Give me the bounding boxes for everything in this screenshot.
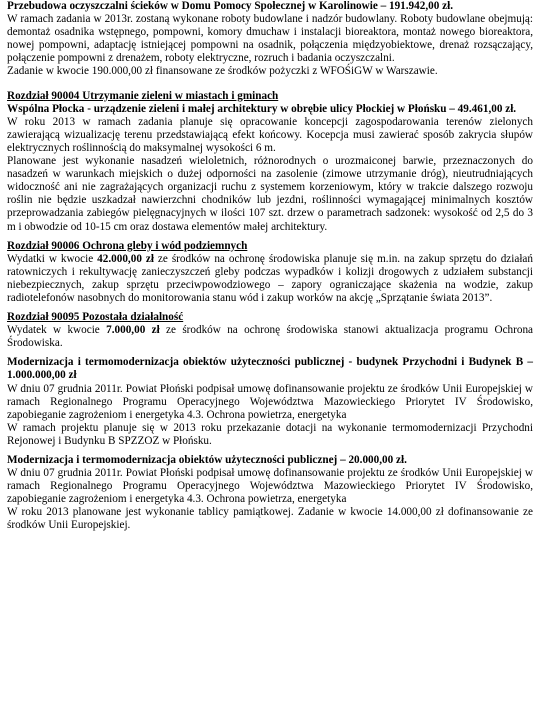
paragraph bbox=[7, 324, 533, 350]
section-90095 bbox=[7, 311, 533, 350]
text: ze środków na ochronę środowiska stanowi aktualizacja programu Ochrona Środowiska. bbox=[7, 324, 534, 350]
paragraph: W ramach projektu planuje się w 2013 roku przekazanie dotacji na wykonanie termomodernizacji Przychodni Rejonowej i Budynku B SPZZOZ w Płońsku. bbox=[7, 421, 533, 447]
task-title: Modernizacja i termomodernizacja obiektów użyteczności publicznej - budynek Przychodni i Budynek B – 1.000.000,00 zł bbox=[7, 356, 533, 382]
paragraph: W roku 2013 w ramach zadania planuje się opracowanie koncepcji zagospodarowania terenów zielonych zawierającą wizualizację terenu przedstawiającą efekt końcowy. Kocepcja musi zawierać sposób zakrycia słupów elektrycznych roślinnością do maksymalnej wysokości 6 m. bbox=[7, 115, 533, 154]
paragraph: Zadanie w kwocie 190.000,00 zł finansowane ze środków pożyczki z WFOŚiGW w Warszawie. bbox=[7, 65, 438, 78]
paragraph: Planowane jest wykonanie nasadzeń wieloletnich, różnorodnych o urozmaiconej barwie, przeznaczonych do nasadzeń w warunkach miejskich o dużej odporności na zasolenie (zimowe utrzymanie dróg), nieutrudniających widoczność ani nie zagrażających organizacji ruchu z systemem korzeniowym, który w trakcie dalszego rozwoju roślin nie będzie uszkadzał nawierzchni chodników lub jezdni, roślinności wymagającej minimalnych kosztów przeprowadzania zabiegów pielęgnacyjnych w ilości 107 szt. drzew o parametrach sadzonek: wysokość od 2,5 do 3 m i obwodzie od 10-15 cm oraz dostawa elementów małej architektury. bbox=[7, 155, 533, 233]
section-90006 bbox=[7, 240, 533, 305]
spacer bbox=[7, 79, 533, 90]
text: Wydatek w kwocie bbox=[7, 324, 107, 337]
paragraph: W dniu 07 grudnia 2011r. Powiat Płoński podpisał umowę dofinansowanie projektu ze środków Unii Europejskiej w ramach Regionalnego Programu Operacyjnego Województwa Mazowieckiego Priorytet IV Środowisko, zapobieganie zagrożeniom i energetyka 4.3. Ochrona powietrza, energetyka bbox=[7, 467, 533, 506]
text: ze środków na ochronę środowiska planuje się m.in. na zakup sprzętu do działań ratowniczych i rekultywację zanieczyszczeń gleby podczas wypadków i kolizji drogowych z udziałem substancji niebezpiecznych, zakup sprzętu przeciwpowodziowego – zapory ograniczające skażenia na wodzie, zakup radiotelefonów nasobnych do monitorowania stanu wód i zakup worków na akcję „Sprzątanie świata 2013”. bbox=[7, 252, 533, 304]
section-heading: Przebudowa oczyszczalni ścieków w Domu Pomocy Społecznej w Karolinowie – 191.942,00 zł. bbox=[7, 0, 453, 12]
chapter-heading: Rozdział 90004 Utrzymanie zieleni w miastach i gminach bbox=[7, 89, 279, 102]
section-90004 bbox=[7, 90, 533, 234]
amount: 7.000,00 zł bbox=[106, 324, 160, 337]
amount: 42.000,00 zł bbox=[97, 252, 154, 265]
paragraph: W ramach zadania w 2013r. zostaną wykonane roboty budowlane i nadzór budowlany. Roboty budowlane obejmują: demontaż osadnika wstępnego, pompowni, komory dmuchaw i instalacji bioreaktora, montaż nowego bioreaktora, nowej pompowni, adaptację istniejącej pompowni na osadnik, połączenia międzyobiektowe, drenaż rozsączający, połączenie pompowni z drenażem, roboty elektryczne, rozruch i badania oczyszczalni. bbox=[7, 13, 533, 65]
paragraph: W roku 2013 planowane jest wykonanie tablicy pamiątkowej. Zadanie w kwocie 14.000,00 zł dofinansowanie ze środków Unii Europejskiej. bbox=[7, 506, 533, 532]
section-modernizacja-przychodnia bbox=[7, 356, 533, 448]
paragraph: W dniu 07 grudnia 2011r. Powiat Płoński podpisał umowę dofinansowanie projektu ze środków Unii Europejskiej w ramach Regionalnego Programu Operacyjnego Województwa Mazowieckiego Priorytet IV Środowisko, zapobieganie zagrożeniom i energetyka 4.3. Ochrona powietrza, energetyka bbox=[7, 382, 533, 421]
task-title: Modernizacja i termomodernizacja obiektów użyteczności publicznej – 20.000,00 zł. bbox=[7, 454, 407, 466]
text: Wydatki w kwocie bbox=[7, 252, 98, 265]
section-modernizacja-tablica bbox=[7, 454, 533, 533]
section-oczyszczalnia bbox=[7, 0, 533, 79]
task-title: Wspólna Płocka - urządzenie zieleni i małej architektury w obrębie ulicy Płockiej w Płońsku – 49.461,00 zł. bbox=[7, 102, 517, 115]
paragraph bbox=[7, 253, 533, 305]
chapter-heading: Rozdział 90006 Ochrona gleby i wód podziemnych bbox=[7, 239, 248, 252]
chapter-heading: Rozdział 90095 Pozostała działalność bbox=[7, 311, 184, 324]
